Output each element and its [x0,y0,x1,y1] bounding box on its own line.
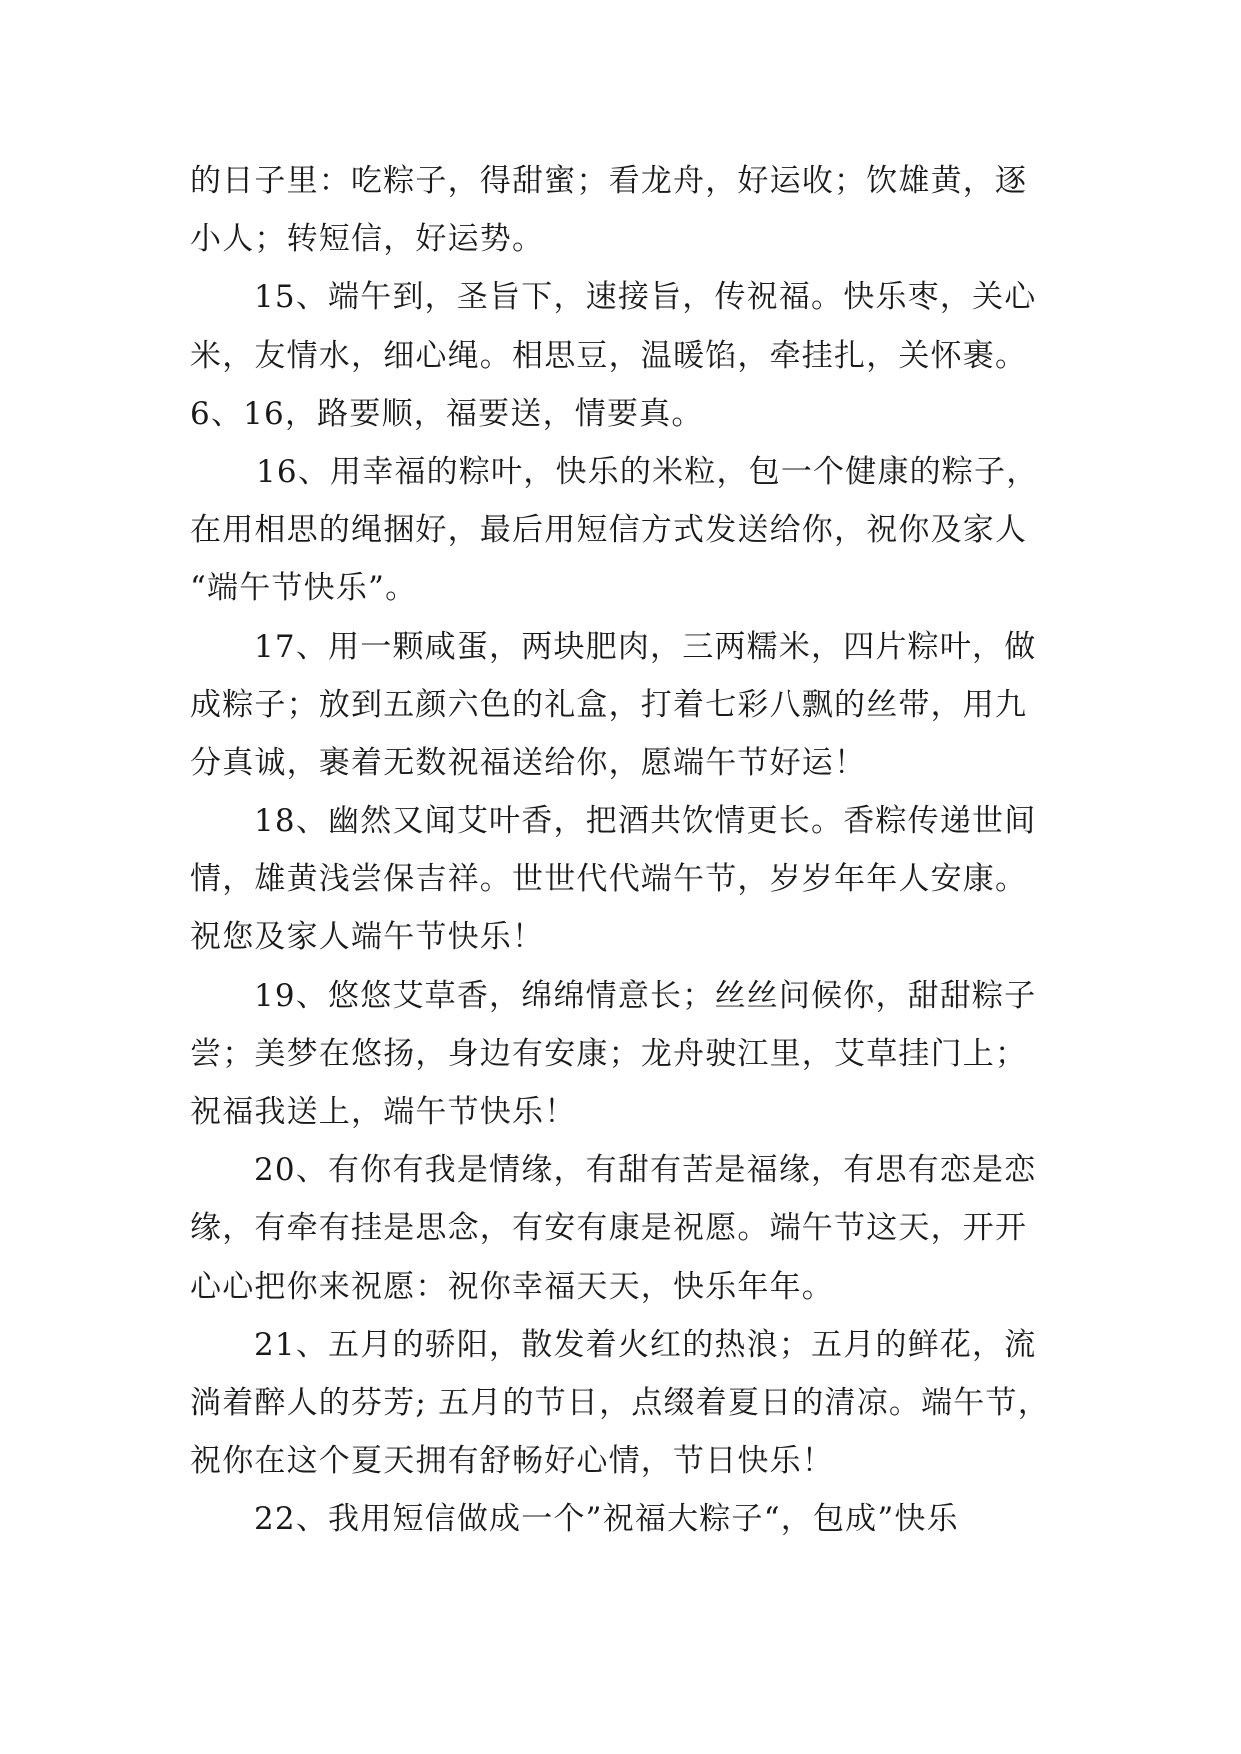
paragraph-19-start: 19、悠悠艾草香，绵绵情意长；丝丝问候你，甜甜粽子 [254,977,1037,1014]
text-line: 米，友情水，细心绳。相思豆，温暖馅，牵挂扎，关怀裹。 [190,337,1028,374]
text-line: 淌着醉人的芬芳; 五月的节日，点缀着夏日的清凉。端午节， [190,1384,1050,1421]
text-line: 在用相思的绳捆好，最后用短信方式发送给你，祝你及家人 [190,512,1028,549]
paragraph-22-start: 22、我用短信做成一个”祝福大粽子“，包成”快乐 [254,1501,959,1538]
text-line: 的日子里：吃粽子，得甜蜜；看龙舟，好运收；饮雄黄，逐 [190,163,1028,199]
paragraph-16-start: 16、用幸福的粽叶，快乐的米粒，包一个健康的粽子， [256,453,1039,490]
text-line: 祝福我送上，端午节快乐！ [190,1094,577,1130]
text-line: 小人；转短信，好运势。 [190,221,545,258]
paragraph-15-start: 15、端午到，圣旨下，速接旨，传祝福。快乐枣，关心 [254,279,1037,316]
text-line: 分真诚，裹着无数祝福送给你，愿端午节好运！ [190,744,867,781]
text-line: 6、16，路要顺，福要送，情要真。 [190,395,704,432]
text-line: 成粽子；放到五颜六色的礼盒，打着七彩八飘的丝带，用九 [190,686,1028,723]
text-line: 情，雄黄浅尝保吉祥。世世代代端午节，岁岁年年人安康。 [190,861,1028,898]
text-line: 心心把你来祝愿：祝你幸福天天，快乐年年。 [190,1268,834,1305]
text-line: 祝您及家人端午节快乐！ [190,919,545,956]
paragraph-20-start: 20、有你有我是情缘，有甜有苦是福缘，有思有恋是恋 [254,1152,1037,1189]
paragraph-18-start: 18、幽然又闻艾叶香，把酒共饮情更长。香粽传递世间 [254,803,1037,840]
paragraph-17-start: 17、用一颗咸蛋，两块肥肉，三两糯米，四片粽叶，做 [254,628,1037,665]
text-line: 缘，有牵有挂是思念，有安有康是祝愿。端午节这天，开开 [190,1210,1028,1247]
text-line: 祝你在这个夏天拥有舒畅好心情，节日快乐！ [190,1443,834,1480]
text-line: “端午节快乐”。 [190,570,418,607]
document-body [190,152,1070,1549]
text-line: 尝；美梦在悠扬，身边有安康；龙舟驶江里，艾草挂门上； [190,1035,1028,1072]
paragraph-21-start: 21、五月的骄阳，散发着火红的热浪；五月的鲜花，流 [254,1326,1037,1363]
